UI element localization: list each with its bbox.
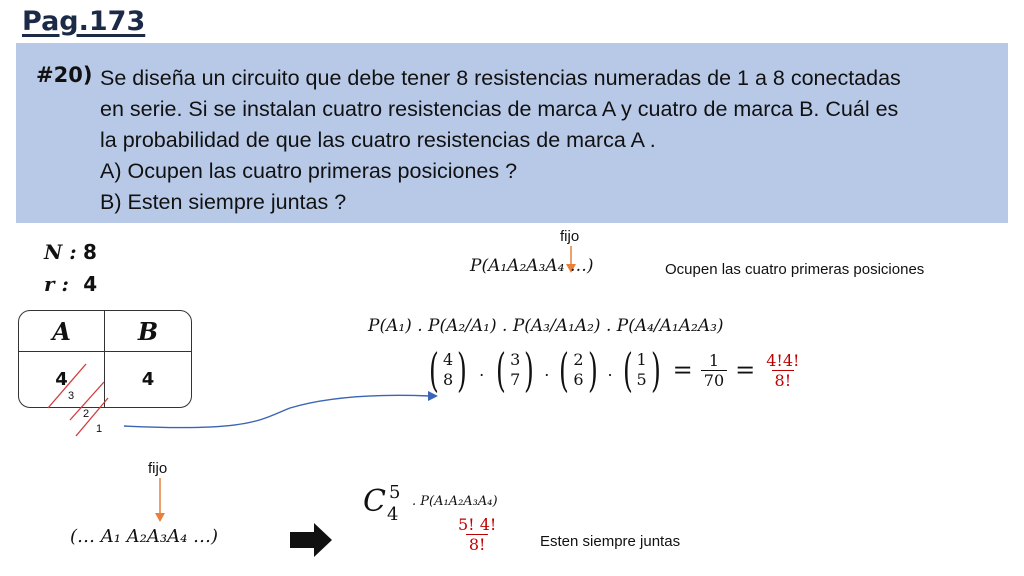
product-formula: P(A₁) . P(A₂/A₁) . P(A₃/A₁A₂) . P(A₄/A₁A₂A₃): [368, 316, 724, 336]
implies-arrow-icon: [290, 523, 332, 557]
n-value: 8: [83, 240, 97, 264]
problem-line: en serie. Si se instalan cuatro resistencias de marca A y cuatro de marca B. Cuál es: [100, 97, 899, 121]
fixed-label-a: fijo: [560, 228, 580, 245]
problem-line: A) Ocupen las cuatro primeras posiciones ?: [100, 159, 518, 183]
problem-number: #20): [36, 63, 93, 87]
fraction-chain: ( 4 8 ) . ( 3 7 ) . ( 2 6 ) . ( 1 5 ) = $\frac{1}{70}$ = $\frac{4!4!}{8!}$: [425, 340, 802, 400]
col-b-value: 4: [141, 369, 155, 390]
event-a-note: Ocupen las cuatro primeras posiciones: [665, 261, 925, 278]
result-b-note: Esten siempre juntas: [540, 533, 681, 550]
event-a: P(A₁A₂A₃A₄ …): [470, 256, 594, 276]
problem-line: B) Esten siempre juntas ?: [100, 190, 347, 214]
countdown-1: 1: [96, 423, 103, 435]
problem-line: la probabilidad de que las cuatro resistencias de marca A .: [100, 128, 656, 152]
n-label: N :: [44, 240, 77, 264]
col-b-header: B: [105, 311, 191, 352]
countdown-2: 2: [83, 408, 90, 420]
col-a-header: A: [19, 311, 105, 352]
term-1: ( 4 8 ): [429, 343, 468, 397]
problem-line: Se diseña un circuito que debe tener 8 resistencias numeradas de 1 a 8 conectadas: [100, 66, 901, 90]
sequence-b: (… A₁ A₂A₃A₄ …): [70, 526, 219, 547]
r-label: r :: [44, 272, 69, 296]
combination: C 5 4: [363, 482, 401, 525]
fixed-label-b: fijo: [148, 460, 168, 477]
countdown-3: 3: [68, 390, 75, 402]
strike-line: [76, 398, 108, 436]
result-fraction: $\frac{1}{70}$: [701, 351, 727, 390]
term-3: ( 2 6 ): [559, 343, 598, 397]
fixed-arrowhead-b: [155, 513, 165, 522]
r-value: 4: [83, 272, 98, 296]
col-a-value: 4: [19, 352, 105, 407]
combination-tail: . P(A₁A₂A₃A₄): [412, 494, 498, 509]
term-2: ( 3 7 ): [496, 343, 535, 397]
strike-line: [48, 364, 86, 408]
connector-arrow: [124, 395, 430, 427]
result-factorial: $\frac{4!4!}{8!}$: [766, 350, 800, 390]
result-b: $\frac{5! 4!}{8!}$: [458, 515, 497, 554]
term-4: ( 1 5 ): [622, 343, 661, 397]
page-title: Pag.173: [22, 6, 146, 37]
